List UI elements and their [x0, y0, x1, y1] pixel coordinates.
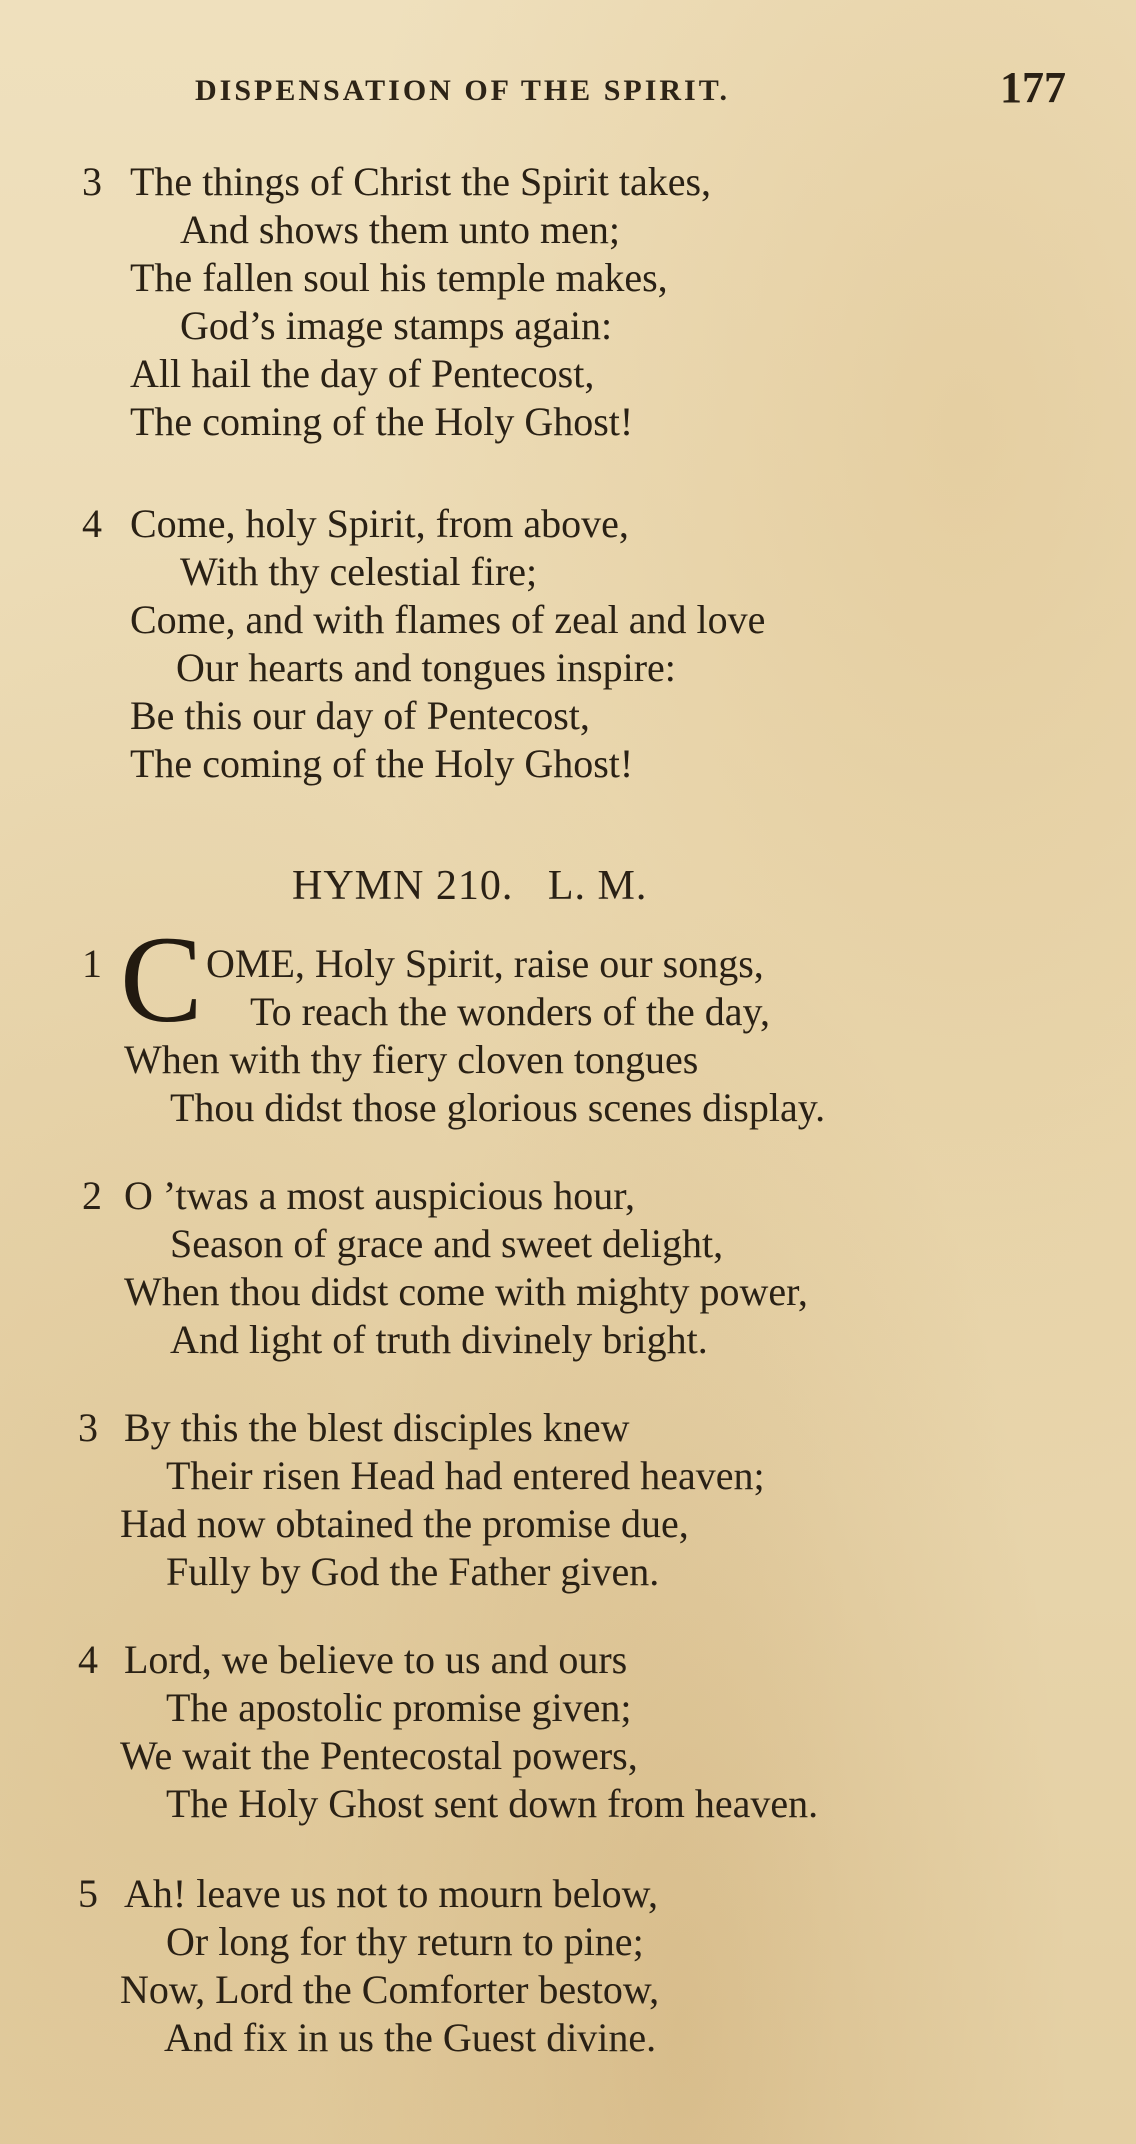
verse-line: And fix in us the Guest divine.	[164, 2015, 657, 2060]
verse-line: Their risen Head had entered heaven;	[166, 1453, 765, 1498]
verse-line: Thou didst those glorious scenes display.	[170, 1085, 826, 1130]
verse-line: By this the blest disciples knew	[124, 1405, 630, 1450]
verse-line: Lord, we believe to us and ours	[124, 1637, 628, 1682]
hymn-title: HYMN 210. L. M.	[292, 863, 648, 909]
verse-line: Be this our day of Pentecost,	[130, 693, 590, 738]
drop-cap: C	[120, 911, 203, 1048]
verse-line: We wait the Pentecostal powers,	[120, 1733, 638, 1778]
verse-number: 2	[82, 1173, 102, 1218]
verse-line: OME, Holy Spirit, raise our songs,	[206, 941, 764, 986]
verse-line: Fully by God the Father given.	[166, 1549, 660, 1594]
verse-number: 3	[78, 1405, 98, 1450]
verse-line: Now, Lord the Comforter bestow,	[120, 1967, 660, 2012]
verse-line: The coming of the Holy Ghost!	[130, 741, 634, 786]
verse-line: O ’twas a most auspicious hour,	[124, 1173, 635, 1218]
page-number: 177	[1000, 63, 1066, 112]
verse-line: And light of truth divinely bright.	[170, 1317, 708, 1362]
verse-line: To reach the wonders of the day,	[250, 989, 770, 1034]
verse-line: Or long for thy return to pine;	[166, 1919, 644, 1964]
verse-number: 1	[82, 941, 102, 986]
verse-line: When with thy fiery cloven tongues	[124, 1037, 699, 1082]
verse-line: Ah! leave us not to mourn below,	[124, 1871, 658, 1916]
verse-line: And shows them unto men;	[180, 207, 620, 252]
verse-line: The Holy Ghost sent down from heaven.	[166, 1781, 819, 1826]
verse-number: 4	[78, 1637, 98, 1682]
running-head: DISPENSATION OF THE SPIRIT.	[195, 74, 730, 107]
verse-line: Come, and with flames of zeal and love	[130, 597, 766, 642]
verse-line: Had now obtained the promise due,	[120, 1501, 689, 1546]
verse-line: Our hearts and tongues inspire:	[176, 645, 676, 690]
verse-line: With thy celestial fire;	[180, 549, 538, 594]
verse-number: 4	[82, 501, 102, 546]
verse-number: 3	[82, 159, 102, 204]
verse-line: The fallen soul his temple makes,	[130, 255, 668, 300]
verse-line: Come, holy Spirit, from above,	[130, 501, 629, 546]
verse-line: The apostolic promise given;	[166, 1685, 632, 1730]
verse-line: The coming of the Holy Ghost!	[130, 399, 634, 444]
verse-line: When thou didst come with mighty power,	[124, 1269, 808, 1314]
verse-line: God’s image stamps again:	[180, 303, 613, 348]
verse-line: All hail the day of Pentecost,	[130, 351, 595, 396]
verse-line: Season of grace and sweet delight,	[170, 1221, 724, 1266]
verse-line: The things of Christ the Spirit takes,	[130, 159, 712, 204]
verse-number: 5	[78, 1871, 98, 1916]
